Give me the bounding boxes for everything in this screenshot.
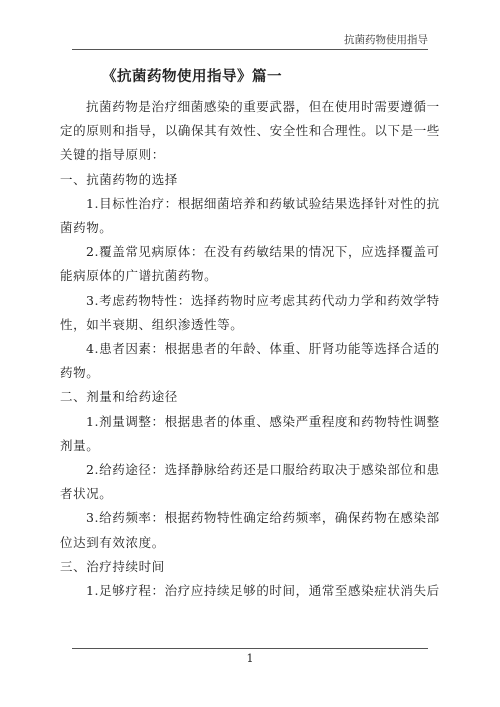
paragraph-1-2: 2.覆盖常见病原体：在没有药敏结果的情况下，应选择覆盖可能病原体的广谱抗菌药物。: [60, 244, 440, 284]
paragraph-2-2: 2.给药途径：选择静脉给药还是口服给药取决于感染部位和患者状况。: [60, 462, 440, 502]
section-heading-1: 一、抗菌药物的选择: [60, 171, 178, 187]
paragraph-2-1: 1.剂量调整：根据患者的体重、感染严重程度和药物特性调整剂量。: [60, 413, 440, 453]
page-number: 1: [246, 652, 254, 665]
header-divider: [72, 49, 428, 50]
paragraph-3-1: 1.足够疗程：治疗应持续足够的时间，通常至感染症状消失后: [86, 583, 440, 599]
intro-paragraph: 抗菌药物是治疗细菌感染的重要武器，但在使用时需要遵循一定的原则和指导，以确保其有效性、安全性和合理性。以下是一些关键的指导原则：: [60, 99, 440, 163]
paragraph-2-3: 3.给药频率：根据药物特性确定给药频率，确保药物在感染部位达到有效浓度。: [60, 510, 440, 550]
paragraph-1-3: 3.考虑药物特性：选择药物时应考虑其药代动力学和药效学特性，如半衰期、组织渗透性等。: [60, 292, 440, 332]
document-title: 《抗菌药物使用指导》篇一: [102, 68, 282, 85]
document-body: [60, 95, 444, 603]
section-heading-2: 二、剂量和给药途径: [60, 389, 178, 405]
header-title: 抗菌药物使用指导: [344, 34, 428, 46]
paragraph-1-4: 4.患者因素：根据患者的年龄、体重、肝肾功能等选择合适的药物。: [60, 341, 440, 381]
footer-divider: [72, 648, 428, 649]
paragraph-1-1: 1.目标性治疗：根据细菌培养和药敏试验结果选择针对性的抗菌药物。: [60, 195, 440, 236]
section-heading-3: 三、治疗持续时间: [60, 558, 165, 574]
